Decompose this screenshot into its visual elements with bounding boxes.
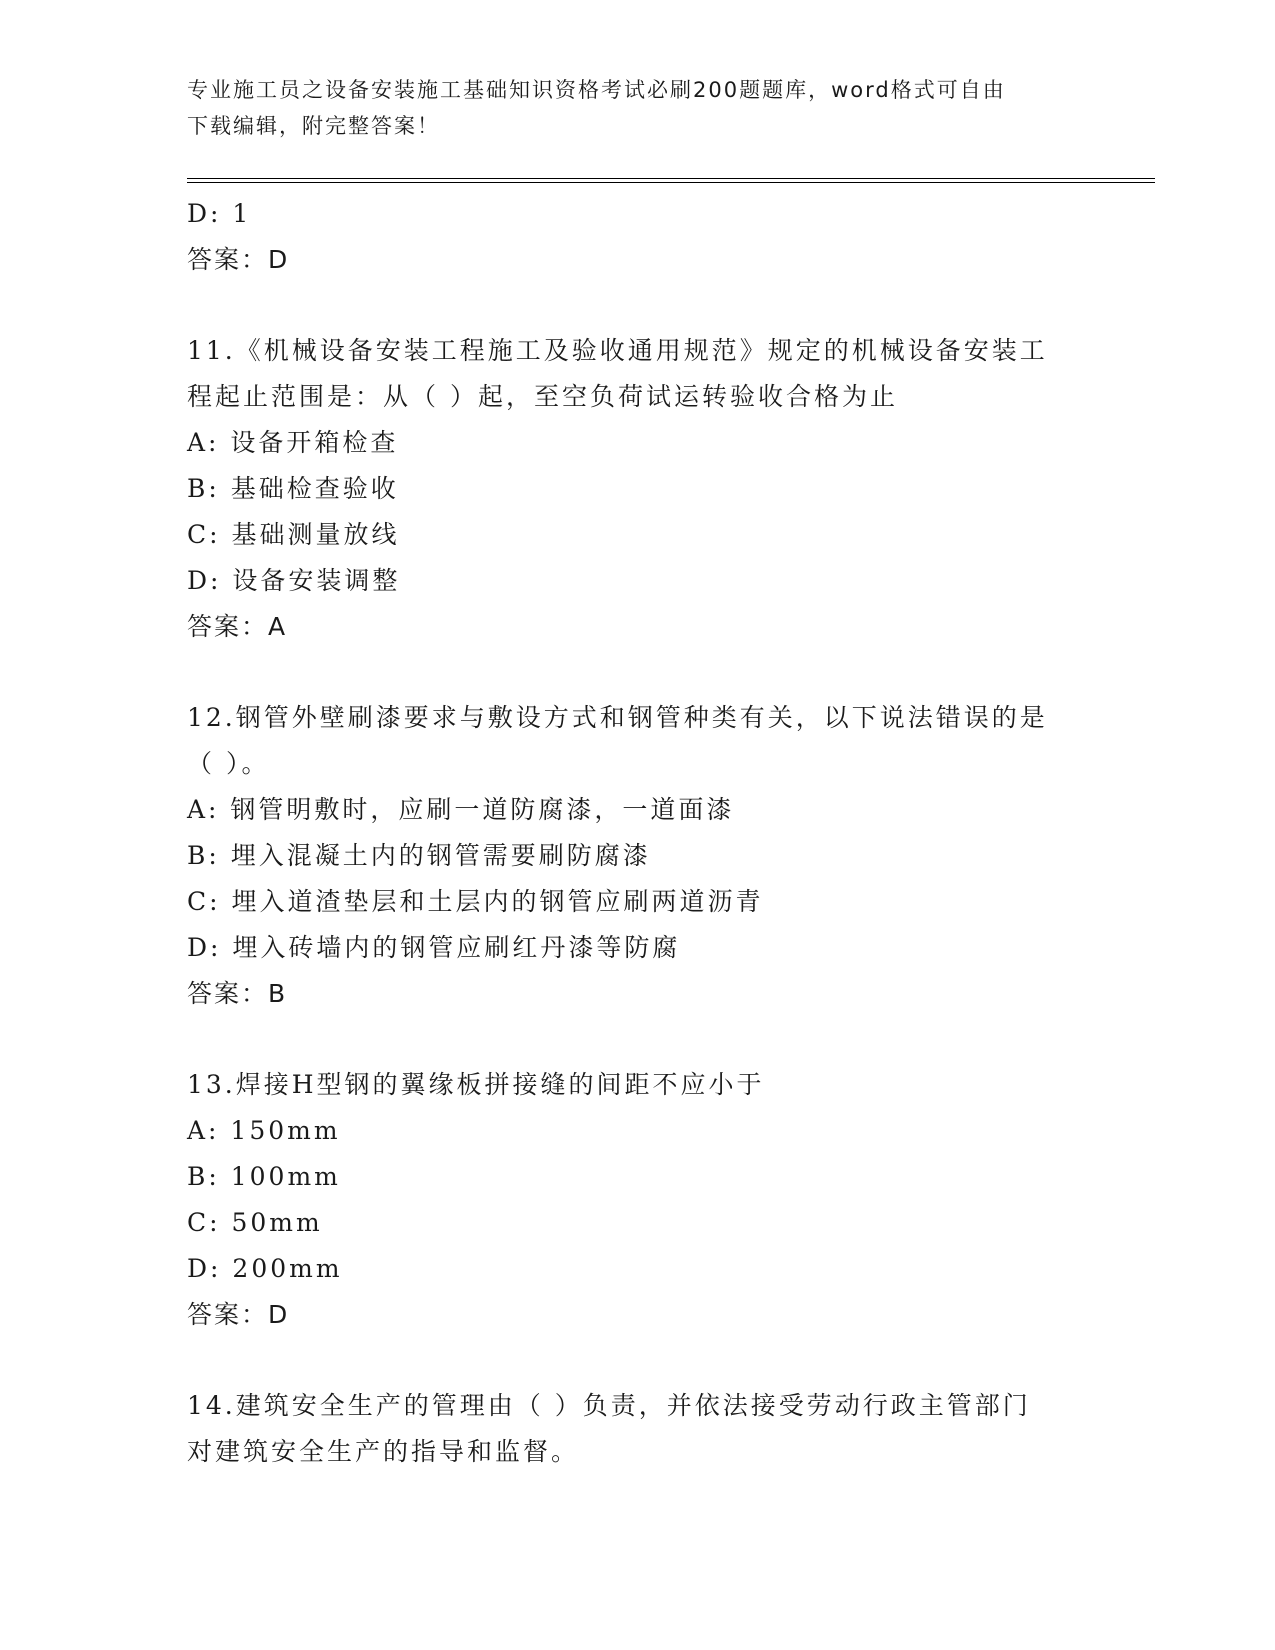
header-line-2: 下载编辑，附完整答案！: [187, 114, 440, 138]
question-stem: 13.焊接H型钢的翼缘板拼接缝的间距不应小于: [187, 1070, 765, 1099]
option-a: A: 设备开箱检查: [187, 428, 399, 457]
option-d: D: 200mm: [187, 1254, 343, 1283]
option-a: A: 150mm: [187, 1116, 341, 1145]
header-divider: [187, 178, 1155, 183]
option-b: B: 埋入混凝土内的钢管需要刷防腐漆: [187, 841, 651, 870]
question-11: [187, 328, 1087, 650]
option-c: C: 基础测量放线: [187, 520, 400, 549]
page-header: [187, 72, 1087, 144]
question-14: [187, 1383, 1087, 1475]
option-c: C: 埋入道渣垫层和土层内的钢管应刷两道沥青: [187, 887, 764, 916]
question-13: [187, 1062, 1087, 1338]
option-d: D: 1: [187, 199, 252, 228]
option-a: A: 钢管明敷时，应刷一道防腐漆，一道面漆: [187, 795, 735, 824]
question-12: [187, 695, 1087, 1017]
answer-line: 答案：D: [187, 1300, 290, 1329]
question-stem-continued: （ ）。: [187, 749, 270, 778]
question-stem: 11.《机械设备安装工程施工及验收通用规范》规定的机械设备安装工: [187, 336, 1048, 365]
header-line-1: 专业施工员之设备安装施工基础知识资格考试必刷200题题库，word格式可自由: [187, 78, 1006, 102]
option-d: D: 设备安装调整: [187, 566, 401, 595]
option-b: B: 100mm: [187, 1162, 341, 1191]
question-stem: 12.钢管外壁刷漆要求与敷设方式和钢管种类有关，以下说法错误的是: [187, 703, 1048, 732]
option-c: C: 50mm: [187, 1208, 323, 1237]
document-body: [187, 191, 1087, 1475]
question-stem-continued: 程起止范围是：从（ ）起，至空负荷试运转验收合格为止: [187, 382, 898, 411]
option-d: D: 埋入砖墙内的钢管应刷红丹漆等防腐: [187, 933, 681, 962]
answer-line: 答案：D: [187, 245, 290, 274]
question-stem: 14.建筑安全生产的管理由（ ）负责，并依法接受劳动行政主管部门: [187, 1391, 1031, 1420]
option-b: B: 基础检查验收: [187, 474, 399, 503]
question-stem-continued: 对建筑安全生产的指导和监督。: [187, 1437, 580, 1466]
answer-line: 答案：B: [187, 979, 288, 1008]
answer-line: 答案：A: [187, 612, 288, 641]
